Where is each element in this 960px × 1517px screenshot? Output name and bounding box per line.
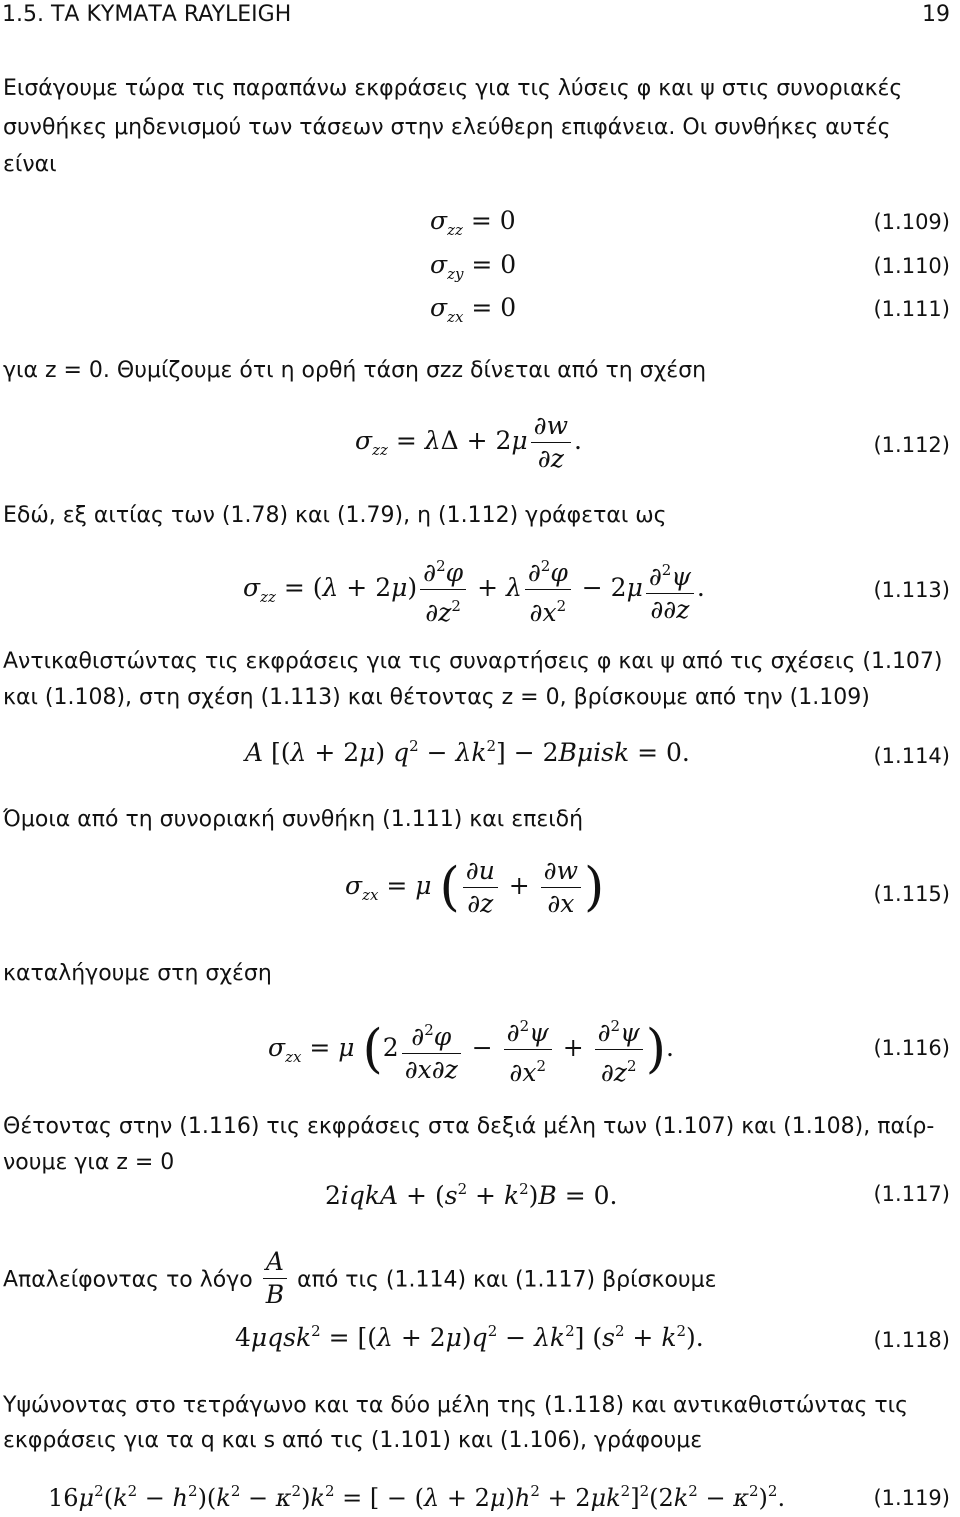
paragraph-3: Εδώ, εξ αιτίας των (1.78) και (1.79), η (1.112) γράφεται ως bbox=[3, 503, 667, 528]
paragraph-9-line-2: εκφράσεις για τα q και s από τις (1.101) και (1.106), γράφουμε bbox=[3, 1428, 703, 1453]
equation-1-116: $\sigma_{zx} = \mu$ (2 $\frac{\partial^2\varphi}{\partial x\partial z}$ − $\frac{\partial^2\psi}{\partial x^2}$ + $\frac{\partial^2\psi}{\partial z^2}$ ). bbox=[268, 1010, 674, 1089]
section-title: 1.5. ΤΑ ΚΥΜΑΤΑ RAYLEIGH bbox=[2, 2, 292, 27]
paragraph-6: καταλήγουμε στη σχέση bbox=[3, 961, 272, 986]
equation-1-110: $\sigma_{zy} = 0$ bbox=[430, 250, 517, 283]
paragraph-9-line-1: Υψώνοντας στο τετράγωνο και τα δύο μέλη της (1.118) και αντικαθιστώντας τις bbox=[3, 1393, 909, 1418]
paragraph-8-post: από τις (1.114) και (1.117) βρίσκουμε bbox=[297, 1267, 717, 1293]
equation-number-1-116: (1.116) bbox=[873, 1036, 950, 1060]
equation-1-113: $\sigma_{zz} = (\lambda + 2\mu)$ $\frac{\partial^2\varphi}{\partial z^2}$ + λ $\frac{\partial^2\varphi}{\partial x^2}$ − 2μ $\frac{\partial^2\psi}{\partial\partial z}$ . bbox=[243, 550, 705, 629]
paragraph-1-line-2: συνθήκες μηδενισμού των τάσεων στην ελεύθερη επιφάνεια. Οι συνθήκες αυτές bbox=[3, 115, 891, 140]
equation-number-1-118: (1.118) bbox=[873, 1328, 950, 1352]
equation-1-111: $\sigma_{zx} = 0$ bbox=[430, 293, 517, 326]
equation-number-1-110: (1.110) bbox=[873, 254, 950, 278]
paragraph-4-line-2: και (1.108), στη σχέση (1.113) και θέτοντας z = 0, βρίσκουμε από την (1.109) bbox=[3, 685, 870, 710]
ratio-a-over-b: $\frac{A}{B}$ bbox=[263, 1246, 287, 1311]
equation-1-112: $\sigma_{zz} = \lambda\Delta + 2\mu$ $\frac{\partial w}{\partial z}$ . bbox=[355, 411, 582, 473]
paragraph-8-pre: Απαλείφοντας το λόγο bbox=[3, 1267, 253, 1293]
equation-1-109: $\sigma_{zz} = 0$ bbox=[430, 206, 516, 239]
equation-number-1-111: (1.111) bbox=[873, 297, 950, 321]
paragraph-1-line-1: Εισάγουμε τώρα τις παραπάνω εκφράσεις για τις λύσεις φ και ψ στις συνοριακές bbox=[3, 76, 903, 101]
equation-number-1-113: (1.113) bbox=[873, 578, 950, 602]
equation-number-1-109: (1.109) bbox=[873, 210, 950, 234]
equation-number-1-115: (1.115) bbox=[873, 882, 950, 906]
equation-1-115: $\sigma_{zx} = \mu$ ( $\frac{\partial u}{\partial z}$ + $\frac{\partial w}{\partial x}$ ) bbox=[345, 856, 605, 918]
paragraph-1-line-3: είναι bbox=[3, 152, 57, 177]
page-number: 19 bbox=[922, 2, 950, 27]
paragraph-5: Όμοια από τη συνοριακή συνθήκη (1.111) και επειδή bbox=[3, 807, 584, 832]
paragraph-7-line-2: νουμε για z = 0 bbox=[3, 1150, 175, 1175]
paragraph-8 bbox=[3, 1248, 717, 1313]
equation-1-117: 2iqkA + $(s^2 + k^2)B = 0$. bbox=[325, 1180, 618, 1210]
page-header bbox=[0, 0, 960, 30]
paragraph-7-line-1: Θέτοντας στην (1.116) τις εκφράσεις στα δεξιά μέλη των (1.107) και (1.108), παίρ- bbox=[3, 1114, 935, 1139]
equation-1-114: A [(λ + 2μ) $q^2 - \lambda k^2] - 2B\mu isk = 0$. bbox=[245, 737, 690, 767]
equation-number-1-119: (1.119) bbox=[873, 1486, 950, 1510]
equation-1-119: $16\mu^2(k^2 - h^2)(k^2 - \kappa^2)k^2$ = [ − $(\lambda + 2\mu)h^2 + 2\mu k^2]^2(2k^2 - \kappa^2)^2$. bbox=[48, 1482, 786, 1512]
equation-number-1-117: (1.117) bbox=[873, 1182, 950, 1206]
paragraph-4-line-1: Αντικαθιστώντας τις εκφράσεις για τις συναρτήσεις φ και ψ από τις σχέσεις (1.107) bbox=[3, 649, 943, 674]
equation-number-1-114: (1.114) bbox=[873, 744, 950, 768]
equation-number-1-112: (1.112) bbox=[873, 433, 950, 457]
paragraph-2: για z = 0. Θυμίζουμε ότι η ορθή τάση σzz δίνεται από τη σχέση bbox=[3, 358, 707, 383]
equation-1-118: $4\mu qsk^2 = [(\lambda + 2\mu)q^2 - \lambda k^2]$ $(s^2 + k^2)$. bbox=[235, 1322, 704, 1352]
